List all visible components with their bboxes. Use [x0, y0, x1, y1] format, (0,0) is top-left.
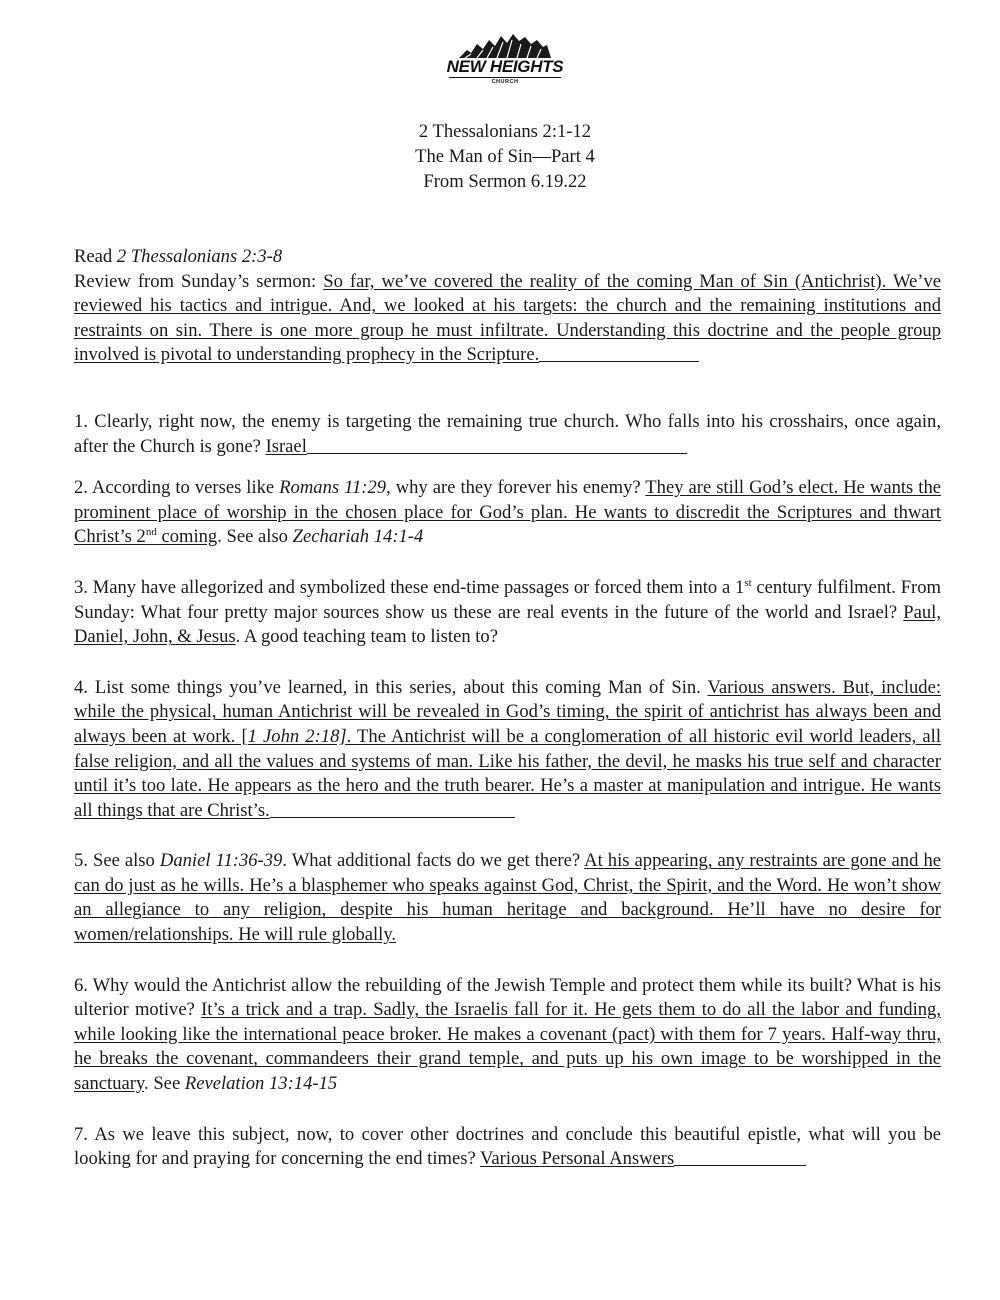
- sermon-date: From Sermon 6.19.22: [423, 171, 587, 192]
- question-3: [74, 576, 941, 650]
- review-label: Review from Sunday’s sermon:: [74, 270, 324, 292]
- sermon-header: [0, 119, 1000, 194]
- mountain-peaks-icon: [457, 30, 553, 60]
- logo-name: NEW HEIGHTS: [446, 57, 564, 76]
- read-line: [74, 245, 941, 270]
- question-5-reference: Daniel 11:36-39: [159, 850, 283, 872]
- question-3-text-cont: century fulfilment. From Sunday: What four pretty major sources show us these are real events in the future of the world and Israel?: [74, 576, 942, 623]
- question-6-reference: Revelation 13:14-15: [184, 1073, 338, 1095]
- question-2-text-cont: , why are they forever his enemy?: [386, 477, 646, 499]
- question-6: [74, 974, 941, 1097]
- question-3-answer: Paul, Daniel, John, & Jesus: [74, 601, 941, 648]
- scripture-reference: 2 Thessalonians 2:1-12: [418, 121, 592, 142]
- question-3-text: 3. Many have allegorized and symbolized these end-time passages or forced them into a 1: [74, 576, 745, 598]
- question-7-text: 7. As we leave this subject, now, to cover other doctrines and conclude this beautiful epistle, what will you be looking for and praying for concerning the end times?: [74, 1123, 941, 1170]
- question-2-reference: Romans 11:29: [279, 477, 387, 499]
- ordinal-suffix: st: [744, 576, 752, 589]
- question-4-reference: 1 John 2:18]: [247, 725, 347, 747]
- read-reference: 2 Thessalonians 2:3-8: [116, 246, 283, 267]
- answer-blank-line: [270, 799, 515, 818]
- question-2: [74, 476, 941, 550]
- question-7-answer: Various Personal Answers: [480, 1148, 675, 1170]
- sermon-title: The Man of Sin—Part 4: [415, 146, 595, 167]
- question-1-text: 1. Clearly, right now, the enemy is targeting the remaining true church. Who falls into his crosshairs, once again, after the Church is gone?: [74, 410, 941, 457]
- review-paragraph: [74, 270, 941, 368]
- question-4-answer-text: Various answers. But, include: while the physical, human Antichrist will be revealed in God’s timing, the spirit of antichrist has always been and always been at work. [: [74, 676, 941, 747]
- worksheet-content: [74, 245, 941, 1172]
- question-5: [74, 849, 941, 947]
- answer-blank-line: [674, 1147, 806, 1166]
- question-1: [74, 410, 941, 459]
- question-2-reference-2: Zechariah 14:1-4: [292, 526, 424, 548]
- church-logo: [440, 30, 570, 100]
- question-6-text: 6. Why would the Antichrist allow the rebuilding of the Jewish Temple and protect them while its built? What is his ulterior motive?: [74, 974, 941, 1021]
- question-5-text: 5. See also: [74, 850, 160, 872]
- question-6-see: . See: [144, 1073, 185, 1095]
- question-4: [74, 676, 941, 824]
- question-5-answer: At his appearing, any restraints are gone and he can do just as he wills. He’s a blasphemer who speaks against God, Christ, the Spirit, and the Word. He won’t show an allegiance to any religion, despite his human heritage and background. He’ll have no desire for women/relationships. He will rule globally.: [74, 850, 941, 946]
- question-4-answer-cont: . The Antichrist will be a conglomeration of all historic evil world leaders, all false religion, and all the values and systems of man. Like his father, the devil, he masks his true self and character until it’s too late. He appears as the hero and the truth bearer. He’s a master at manipulation and intrigue. He wants all things that are Christ’s.: [74, 725, 941, 821]
- answer-blank-line: [307, 435, 687, 454]
- answer-blank-line: [539, 343, 699, 362]
- question-6-answer: It’s a trick and a trap. Sadly, the Israelis fall for it. He gets them to do all the labor and funding, while looking like the international peace broker. He makes a covenant (pact) with them for 7 years. Half-way thru, he breaks the covenant, commandeers their grand temple, and puts up his own image to be worshipped in the sanctuary: [74, 999, 941, 1095]
- question-2-see-also: . See also: [217, 526, 293, 548]
- question-4-text: 4. List some things you’ve learned, in this series, about this coming Man of Sin.: [74, 676, 708, 698]
- question-7: [74, 1123, 941, 1172]
- question-3-text-end: . A good teaching team to listen to?: [235, 626, 498, 648]
- question-1-answer: Israel: [265, 435, 307, 457]
- intro-section: [74, 245, 941, 368]
- question-2-text: 2. According to verses like: [74, 477, 280, 499]
- read-label: Read: [74, 246, 117, 267]
- question-2-answer-end: coming: [156, 526, 218, 548]
- ordinal-suffix: nd: [145, 526, 157, 539]
- question-2-answer-text: They are still God’s elect. He wants the prominent place of worship in the chosen place for God’s plan. He wants to discredit the Scriptures and thwart Christ’s 2: [74, 477, 941, 548]
- review-answer: So far, we’ve covered the reality of the coming Man of Sin (Antichrist). We’ve reviewed his tactics and intrigue. And, we looked at his targets: the church and the remaining institutions and restraints on sin. There is one more group he must infiltrate. Understanding this doctrine and the people group involved is pivotal to understanding prophecy in the Scripture.: [74, 270, 942, 366]
- question-5-text-cont: . What additional facts do we get there?: [282, 850, 585, 872]
- logo-subtitle: CHURCH: [491, 79, 519, 85]
